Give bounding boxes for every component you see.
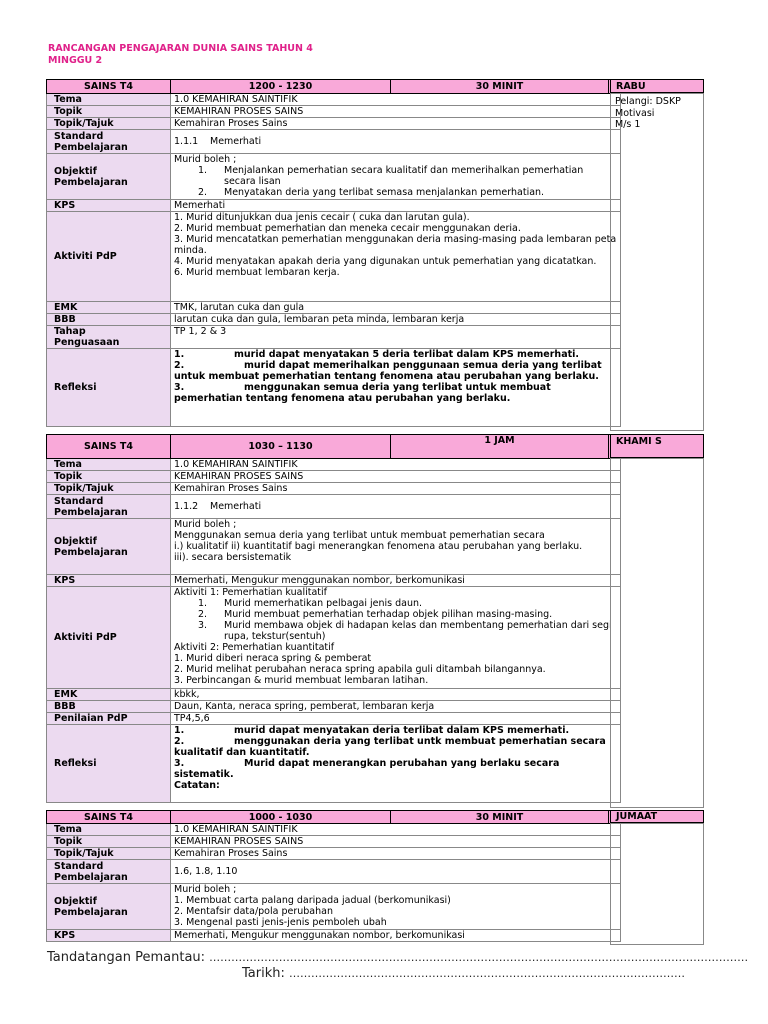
tajuk-label: Topik/Tajuk — [47, 118, 171, 130]
aktiviti-value: Aktiviti 1: Pemerhatian kualitatif 1. Murid memerhatikan pelbagai jenis daun. 2. Murid membuat pemerhatian terhadap objek pilihan masing-masing. 3. Murid membawa objek di hadapan kelas dan membentang pemerhatian dari segi rupa, tekstur(sentuh) Aktiviti 2: Pemerhatian kuantitatif 1. Murid diberi neraca spring & pemberat 2. Murid melihat perubahan neraca spring apabila guli ditambah bilangannya. 3. Perbincangan & murid membuat lembaran latihan. — [171, 587, 621, 689]
kps-value: Memerhati, Mengukur menggunakan nombor, berkomunikasi — [171, 930, 621, 942]
date-dots: ……………………………………………………………………………………………… — [289, 967, 685, 980]
document-title: RANCANGAN PENGAJARAN DUNIA SAINS TAHUN 4 — [48, 43, 313, 54]
time-cell: 1000 - 1030 — [171, 811, 391, 824]
lesson-section-1: SAINS T4 1200 - 1230 30 MINIT Tema 1.0 KEMAHIRAN SAINTIFIK Topik KEMAHIRAN PROSES SAINS Topik/Tajuk Kemahiran Proses Sains Standard Pembelajaran 1.1.1 Memerhati Objektif Pembelajaran Murid boleh ; 1. Menjalankan pemerhatian secara kualitatif dan memerihalkan pemerhatian secara lisan 2. Menyatakan deria yang terlibat semasa menjalankan pemerhatian. KPS Memerhati Aktiviti PdP 1. Murid ditunjukkan dua jenis cecair ( cuka dan larutan gula). 2. Murid membuat pemerhatian dan meneka cecair menggunakan deria. 3. Murid mencatatkan pemerhatian menggunakan deria masing-masing pada lembaran peta minda. 4. Murid menyatakan apakah deria yang digunakan untuk pemerhatian yang dicatatkan. 6. Murid membuat lembaran kerja. EMK TMK, larutan cuka dan gula BBB larutan cuka dan gula, lembaran peta minda, lembaran kerja Tahap Penguasaan TP 1, 2 & 3 Refleksi 1. murid dapat menyatakan 5 deria terlibat dalam KPS memerhati. 2. murid dapat memerihalkan penggunaan semua deria yang terlibat untuk membuat pemerhatian tentang fenomena atau perubahan yang berlaku. 3. menggunakan semua deria yang terlibat untuk membuat pemerhatian tentang fenomena atau perubahan yang berlaku. — [46, 79, 620, 427]
sp-code: 1.1.2 — [174, 501, 199, 512]
objektif-value: Murid boleh ; Menggunakan semua deria yang terlibat untuk membuat pemerhatian secara i.) kualitatif ii) kuantitatif bagi menerangkan fenomena atau perubahan yang berlaku. iii). secara bersistematik — [171, 519, 621, 575]
topik-value: KEMAHIRAN PROSES SAINS — [171, 106, 621, 118]
sp-label: Standard — [54, 860, 104, 872]
aktiviti-label: Aktiviti PdP — [47, 212, 171, 302]
refleksi-label: Refleksi — [47, 725, 171, 803]
time-cell: 1030 – 1130 — [171, 435, 391, 459]
duration-cell: 1 JAM — [391, 435, 609, 459]
signature-line — [47, 950, 748, 965]
sp-label: Standard — [54, 130, 104, 142]
sp-code: 1.1.1 — [174, 136, 199, 147]
signature-dots: ………………………………………………………………………………………………………………………………… — [209, 951, 749, 964]
bbb-label: BBB — [47, 701, 171, 713]
day-cell-khamis: KHAMI S — [610, 434, 704, 458]
tema-value: 1.0 KEMAHIRAN SAINTIFIK — [171, 94, 621, 106]
tahap-value: TP 1, 2 & 3 — [171, 326, 621, 349]
duration-cell: 30 MINIT — [391, 80, 609, 94]
tema-label: Tema — [47, 459, 171, 471]
topik-value: KEMAHIRAN PROSES SAINS — [171, 471, 621, 483]
tema-value: 1.0 KEMAHIRAN SAINTIFIK — [171, 824, 621, 836]
topik-label: Topik — [47, 836, 171, 848]
tajuk-value: Kemahiran Proses Sains — [171, 118, 621, 130]
penilaian-label: Penilaian PdP — [47, 713, 171, 725]
day-cell-rabu: RABU — [610, 79, 704, 93]
tema-label: Tema — [47, 824, 171, 836]
kps-value: Memerhati — [171, 200, 621, 212]
time-cell: 1200 - 1230 — [171, 80, 391, 94]
emk-label: EMK — [47, 302, 171, 314]
penilaian-value: TP4,5,6 — [171, 713, 621, 725]
objektif-label: Objektif — [54, 895, 97, 907]
objektif-label: Objektif — [54, 165, 97, 177]
tajuk-label: Topik/Tajuk — [47, 483, 171, 495]
duration-cell: 30 MINIT — [391, 811, 609, 824]
objektif-label: Objektif — [54, 535, 97, 547]
kps-label: KPS — [47, 930, 171, 942]
aktiviti-item: 3. Murid membawa objek di hadapan kelas dan membentang pemerhatian dari segi rupa, tekstur(sentuh) — [198, 620, 612, 642]
sp-text: Memerhati — [210, 136, 262, 147]
lesson-section-3: SAINS T4 1000 - 1030 30 MINIT Tema 1.0 KEMAHIRAN SAINTIFIK Topik KEMAHIRAN PROSES SAINS Topik/Tajuk Kemahiran Proses Sains Standard Pembelajaran 1.6, 1.8, 1.10 Objektif Pembelajaran Murid boleh ; 1. Membuat carta palang daripada jadual (berkomunikasi) 2. Mentafsir data/pola perubahan 3. Mengenal pasti jenis-jenis pemboleh ubah KPS Memerhati, Mengukur menggunakan nombor, berkomunikasi — [46, 810, 620, 942]
lesson-section-2: SAINS T4 1030 – 1130 1 JAM Tema 1.0 KEMAHIRAN SAINTIFIK Topik KEMAHIRAN PROSES SAINS Topik/Tajuk Kemahiran Proses Sains Standard Pembelajaran 1.1.2 Memerhati Objektif Pembelajaran Murid boleh ; Menggunakan semua deria yang terlibat untuk membuat pemerhatian secara i.) kualitatif ii) kuantitatif bagi menerangkan fenomena atau perubahan yang berlaku. iii). secara bersistematik KPS Memerhati, Mengukur menggunakan nombor, berkomunikasi Aktiviti PdP Aktiviti 1: Pemerhatian kualitatif 1. Murid memerhatikan pelbagai jenis daun. 2. Murid membuat pemerhatian terhadap objek pilihan masing-masing. 3. Murid membawa objek di hadapan kelas dan membentang pemerhatian dari segi rupa, tekstur(sentuh) Aktiviti 2: Pemerhatian kuantitatif 1. Murid diberi neraca spring & pemberat 2. Murid melihat perubahan neraca spring apabila guli ditambah bilangannya. 3. Perbincangan & murid membuat lembaran latihan. EMK kbkk, BBB Daun, Kanta, neraca spring, pemberat, lembaran kerja Penilaian PdP TP4,5,6 Refleksi 1. murid dapat menyatakan deria terlibat dalam KPS memerhati. 2. menggunakan deria yang terlibat untk membuat pemerhatian secara kualitatif dan kuantitatif. 3. Murid dapat menerangkan perubahan yang berlaku secara sistematik. Catatan: — [46, 434, 620, 803]
tajuk-value: Kemahiran Proses Sains — [171, 848, 621, 860]
refleksi-label: Refleksi — [47, 349, 171, 427]
aktiviti-value: 1. Murid ditunjukkan dua jenis cecair ( cuka dan larutan gula). 2. Murid membuat pemerhatian dan meneka cecair menggunakan deria. 3. Murid mencatatkan pemerhatian menggunakan deria masing-masing pada lembaran peta minda. 4. Murid menyatakan apakah deria yang digunakan untuk pemerhatian yang dicatatkan. 6. Murid membuat lembaran kerja. — [171, 212, 621, 302]
sp-text: Memerhati — [210, 501, 262, 512]
topik-label: Topik — [47, 471, 171, 483]
tajuk-label: Topik/Tajuk — [47, 848, 171, 860]
aktiviti-label: Aktiviti PdP — [47, 587, 171, 689]
refleksi-value: 1. murid dapat menyatakan deria terlibat dalam KPS memerhati. 2. menggunakan deria yang terlibat untk membuat pemerhatian secara kualitatif dan kuantitatif. 3. Murid dapat menerangkan perubahan yang berlaku secara sistematik. Catatan: — [171, 725, 621, 803]
kps-label: KPS — [47, 200, 171, 212]
objektif-value: Murid boleh ; 1. Menjalankan pemerhatian secara kualitatif dan memerihalkan pemerhatian secara lisan 2. Menyatakan deria yang terlibat semasa menjalankan pemerhatian. — [171, 154, 621, 200]
emk-value: TMK, larutan cuka dan gula — [171, 302, 621, 314]
bbb-value: larutan cuka dan gula, lembaran peta minda, lembaran kerja — [171, 314, 621, 326]
aktiviti-item: 1. Murid memerhatikan pelbagai jenis daun. — [198, 598, 423, 609]
emk-value: kbkk, — [171, 689, 621, 701]
tema-value: 1.0 KEMAHIRAN SAINTIFIK — [171, 459, 621, 471]
sp-value: 1.6, 1.8, 1.10 — [171, 860, 621, 884]
tahap-label: Tahap — [54, 326, 86, 337]
sp-label: Standard — [54, 495, 104, 507]
day-cell-jumaat: JUMAAT — [610, 810, 704, 823]
kps-label: KPS — [47, 575, 171, 587]
side-notes-1: Pelangi: DSKP Motivasi M/s 1 — [610, 93, 704, 431]
refleksi-value: 1. murid dapat menyatakan 5 deria terlibat dalam KPS memerhati. 2. murid dapat memerihalkan penggunaan semua deria yang terlibat untuk membuat pemerhatian tentang fenomena atau perubahan yang berlaku. 3. menggunakan semua deria yang terlibat untuk membuat pemerhatian tentang fenomena atau perubahan yang berlaku. — [171, 349, 621, 427]
date-line — [242, 966, 685, 981]
objektif-item: 1. Menjalankan pemerhatian secara kualitatif dan memerihalkan pemerhatian secara lisan — [198, 165, 584, 187]
topik-label: Topik — [47, 106, 171, 118]
bbb-label: BBB — [47, 314, 171, 326]
tema-label: Tema — [47, 94, 171, 106]
subject-cell: SAINS T4 — [47, 811, 171, 824]
date-label: Tarikh: — [242, 966, 285, 981]
tajuk-value: Kemahiran Proses Sains — [171, 483, 621, 495]
emk-label: EMK — [47, 689, 171, 701]
subject-cell: SAINS T4 — [47, 80, 171, 94]
topik-value: KEMAHIRAN PROSES SAINS — [171, 836, 621, 848]
aktiviti-item: 2. Murid membuat pemerhatian terhadap objek pilihan masing-masing. — [198, 609, 553, 620]
kps-value: Memerhati, Mengukur menggunakan nombor, berkomunikasi — [171, 575, 621, 587]
subject-cell: SAINS T4 — [47, 435, 171, 459]
side-notes-3 — [610, 823, 704, 945]
week-label: MINGGU 2 — [48, 55, 103, 66]
signature-label: Tandatangan Pemantau: — [47, 950, 206, 965]
objektif-value: Murid boleh ; 1. Membuat carta palang daripada jadual (berkomunikasi) 2. Mentafsir data/pola perubahan 3. Mengenal pasti jenis-jenis pemboleh ubah — [171, 884, 621, 930]
objektif-item: 2. Menyatakan deria yang terlibat semasa menjalankan pemerhatian. — [198, 187, 545, 198]
side-notes-2 — [610, 458, 704, 808]
catatan-label: Catatan: — [174, 780, 220, 791]
bbb-value: Daun, Kanta, neraca spring, pemberat, lembaran kerja — [171, 701, 621, 713]
